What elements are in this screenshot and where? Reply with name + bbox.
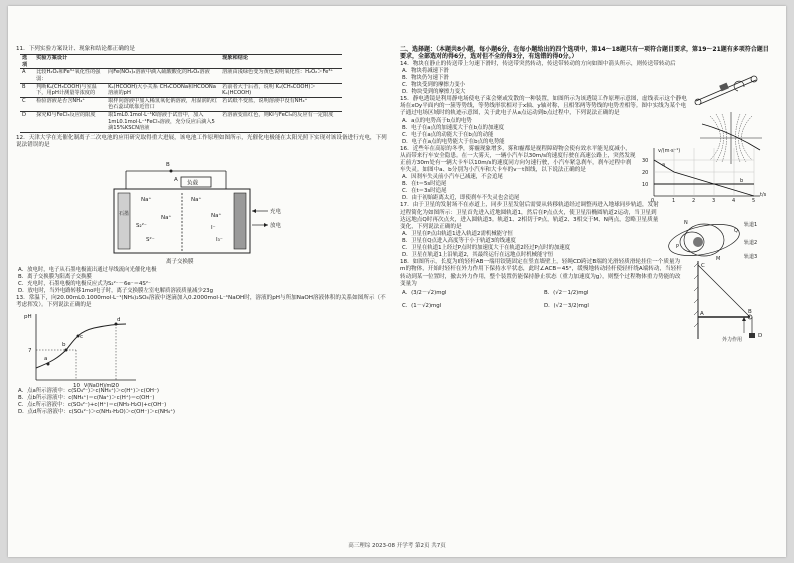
q11-header-result: 现象和结论 xyxy=(220,55,342,69)
cell: 检验溶液是否含NH₄⁺ xyxy=(34,97,106,111)
ph-axis-label: pH xyxy=(24,313,32,320)
table-row xyxy=(20,69,342,83)
v-axis-label: v/(m·s⁻¹) xyxy=(658,147,681,154)
point-label: a xyxy=(44,355,48,362)
orbit-label: 轨道1 xyxy=(744,222,758,229)
v-tick: 20 xyxy=(642,169,649,176)
q13-option-b: B．点b所示溶液中：c(NH₄⁺)＝c(Na⁺)＞c(H⁺)＝c(OH⁻) xyxy=(18,394,155,401)
q17-option-a: A．卫星在P点由轨道1进入轨道2需机械能守恒 xyxy=(402,231,513,238)
ion-label: S₂²⁻ xyxy=(136,223,147,230)
t-axis-label: t/s xyxy=(760,191,767,198)
orbit-label: M xyxy=(716,256,721,263)
q16-option-a: A．因刹车失灵前小汽车已减速，不会追尾 xyxy=(402,174,503,181)
orbit-label: 轨道3 xyxy=(744,254,758,261)
charge-label: 充电 xyxy=(270,209,282,216)
q13-stem: 13．常温下，向20.00mL0.1000mol·L⁻¹(NH₄)₂SO₄溶液中逐滴加入0.2000mol·L⁻¹NaOH时，溶液的pH与所加NaOH溶液体积的关系如图所示（不考虑挥发）。下列说法正确的是 xyxy=(16,295,386,309)
left-column xyxy=(16,46,388,416)
q18-option-c: C．(1－√2)mgl xyxy=(402,303,442,310)
q15-option-b: B．电子在a点的加速度大于在b点的加速度 xyxy=(402,124,505,131)
point-b-label: B xyxy=(748,309,752,316)
q17-option-b: B．卫星在Q点进入高度等于小于轨道3的线速度 xyxy=(402,238,516,245)
q12-option-a: A．放电时，电子从石墨电极流出通过导线流向光催化电极 xyxy=(18,267,157,274)
q11-header-design: 实验方案设计 xyxy=(34,55,220,69)
point-label: d xyxy=(117,316,121,323)
q13-option-a: A．点a所示溶液中：c(SO₄²⁻)＞c(NH₄⁺)＞c(H⁺)＞c(OH⁻) xyxy=(18,387,159,394)
q12-stem: 12．天津大学在光催化制离子二次电池的应用研究取得重大进展，该电池工作原理如图所示，光催化电极能在太阳光照下实现对该设备进行充电，下列说法错误的是 xyxy=(16,134,387,148)
q14-option-b: B．物块仍匀速下滑 xyxy=(402,75,449,82)
table-row xyxy=(20,111,342,132)
q14-option-c: C．物块受到的摩擦力变小 xyxy=(402,82,466,89)
q14-option-a: A．物块将减速下滑 xyxy=(402,68,449,75)
cell: B xyxy=(20,83,34,97)
t-tick: 5 xyxy=(752,197,756,202)
table-row xyxy=(20,97,342,111)
q13-option-c: C．点c所示溶液中：c(SO₄²⁻)+c(H⁺)＝c(NH₃·H₂O)+c(OH⁻) xyxy=(18,401,167,408)
cell: C xyxy=(20,97,34,111)
orbit-label: Q xyxy=(734,228,738,235)
point-d-label: D xyxy=(758,333,763,340)
t-tick: 2 xyxy=(692,197,696,202)
membrane-label: 离子交换膜 xyxy=(166,259,194,266)
q11-stem: 11．下列实验方案设计、现象和结论都正确的是 xyxy=(16,46,135,52)
cell: 取1mL0.1mol·L⁻¹KI溶液于试管中，加入1mL0.1mol·L⁻¹FeCl₃溶液，充分反应后滴入5滴15%KSCN溶液 xyxy=(106,111,220,132)
discharge-label: 放电 xyxy=(270,223,282,230)
load-label: 负载 xyxy=(187,180,199,187)
q15-option-d: D．电子在a点的电势能大于在b点的电势能 xyxy=(402,138,505,145)
cell: Kₐ(HCOOH)大小关系 CH₃COONa和HCOONa溶液的pH xyxy=(106,83,220,97)
right-column xyxy=(400,46,772,344)
q15-option-a: A．a点的电势高于b点的电势 xyxy=(402,117,472,124)
ph-chart xyxy=(16,310,388,388)
graphite-label: 石墨 xyxy=(119,211,130,218)
q12-option-c: C．充电时，石墨电极的电极反应式为S₂²⁻－6e⁻＝4S²⁻ xyxy=(18,281,151,288)
switch-a-label: A xyxy=(174,177,178,184)
t-tick: 1 xyxy=(672,197,676,202)
series-label: b xyxy=(740,177,744,184)
switch-b-label: B xyxy=(166,162,170,169)
q13-option-d: D．点d所示溶液中：c(SO₄²⁻)＞c(NH₃·H₂O)＞c(OH⁻)＞c(NH₄⁺) xyxy=(18,408,176,415)
orbit-label: 轨道2 xyxy=(744,240,758,247)
q16-option-b: B．在t＝5s时追尾 xyxy=(402,181,447,188)
rod-diagram xyxy=(688,257,774,343)
ion-label: Na⁺ xyxy=(161,215,172,222)
q14-stem: 14．物块在静止的传送带上匀速下滑时，传送带突然转动，传送带转动的方向如图中箭头所示，则传送带转动后 xyxy=(400,60,676,67)
q15-option-c: C．电子在a点的动能大于在b点的动能 xyxy=(402,131,494,138)
tick-20: 20 xyxy=(112,382,119,388)
cell: 若溶液变血红色，则KI与FeCl₃的反应有一定限度 xyxy=(220,111,342,132)
q15-stem: 15．静电透镜是利用静电场使电子束会聚或发散的一种装置，如图所示为该透镜工作原理示意图，虚线表示这个静电场在xOy平面内的一簇等势线，等势线形状相对于x轴、y轴对称，且相邻两等势线的电势差相等。图中实线为某个电子通过电场区域时的轨迹示意图，关于此电子从a点运动到b点过程中，下列说法正确的是 xyxy=(400,96,687,117)
orbit-label: N xyxy=(684,220,688,227)
tick-10: 10 xyxy=(73,382,80,388)
battery-diagram xyxy=(16,149,388,267)
cell: 溶液由浅绿色变为黄色说明氧化性：H₂O₂＞Fe³⁺ xyxy=(220,69,342,83)
table-row xyxy=(20,83,342,97)
v-axis-label: V(NaOH)/mL xyxy=(84,383,114,388)
q11-header-option: 选项 xyxy=(20,55,34,69)
q18-option-a: A．(3/2－√2)mgl xyxy=(402,290,447,297)
q11-table xyxy=(20,54,342,133)
series-label: a xyxy=(662,161,666,168)
ion-label: Na⁺ xyxy=(141,197,152,204)
ion-label: I₃⁻ xyxy=(216,237,223,244)
q17-option-c: C．卫星在轨道1上经过P点时的加速度大于在轨道2经过P点时的加速度 xyxy=(402,245,571,252)
force-label: 外力作用 xyxy=(722,337,743,344)
point-a-label: A xyxy=(700,311,704,318)
cell: 判断Kₐ(CH₃COOH)与室温下，用pH计测量等浓度的 xyxy=(34,83,106,97)
point-label: b xyxy=(62,341,66,348)
v-tick: 10 xyxy=(642,181,649,188)
ion-label: Na⁺ xyxy=(191,197,202,204)
q16-option-c: C．在t＝3s时追尾 xyxy=(402,188,447,195)
q16-option-d: D．由于初始距离太近，即使刹车不失灵也会追尾 xyxy=(402,195,520,202)
cell: 若试纸不变蓝，说明溶液中没有NH₄⁺ xyxy=(220,97,342,111)
cell: 比较H₂O₂和Fe³⁺氧化性的强弱： xyxy=(34,69,106,83)
cell: 取样向溶液中加入稀氢氧化钠溶液，用湿润的红色石蕊试纸靠近管口 xyxy=(106,97,220,111)
t-tick: 4 xyxy=(732,197,736,202)
ph-tick-7: 7 xyxy=(28,347,32,354)
q17-stem: 17．由于卫星的发射场不在赤道上，同步卫星发射后需要从转移轨道经过调整再进入地球同步轨道，发射过程简化为如图所示：卫星首先进入近地圆轨道1，然后在P点点火，使卫星沿椭圆轨道2运动，当卫星到达远地点Q时再次点火，进入圆轨道3。轨道1、2相切于P点，轨道2、3相交于M、N两点，忽略卫星质量变化，下列说法正确的是 xyxy=(400,202,659,231)
t-tick: 3 xyxy=(712,197,716,202)
ion-label: S²⁻ xyxy=(146,237,155,244)
cell: 向Fe(NO₃)₂溶液中滴入硫酸酸化的H₂O₂溶液 xyxy=(106,69,220,83)
section-heading: 二、选择题：（本题共8小题，每小题6分，在每小题给出的四个选项中，第14～18题只有一项符合题目要求，第19～21题有多项符合题目要求，全部选对的得6分，选对但不全的得3分，有选错的得0分。） xyxy=(400,46,769,61)
q12-option-d: D．放电时，当外电路转移1mol电子时，离子交换膜左室电解质溶液质量减少23g xyxy=(18,288,214,295)
point-label: c xyxy=(80,333,84,340)
cell: A xyxy=(20,69,34,83)
v-tick: 30 xyxy=(642,157,649,164)
q12-option-b: B．离子交换膜为阳离子交换膜 xyxy=(18,274,92,281)
vt-chart xyxy=(640,146,770,202)
q18-option-b: B．(√2－1/2)mgl xyxy=(544,290,589,297)
q16-stem: 16．近些年在高原的冬季，雾霾现象增多，雾和霾都是视程障碍物会使有效水平能见度减小，从而带来行车安全隐患。在一大雾天，一辆小汽车以30m/s的速度行驶在高速公路上，突然发现正前方30m处有一辆大卡车以10m/s的速度同方向匀速行驶，小汽车紧急刹车，刹车过程中刹车失灵。如图中a、b分别为小汽车和大卡车的v－t图线，以下说法正确的是 xyxy=(400,145,636,174)
q18-option-d: D．(√2－3/2)mgl xyxy=(544,303,589,310)
page-footer: 高三理综 2023-08 开学考 第2页 共7页 xyxy=(348,543,446,549)
ion-label: I⁻ xyxy=(211,225,216,232)
exam-page xyxy=(8,6,786,557)
point-c-label: C xyxy=(701,263,705,270)
q14-option-d: D．物块受到的摩擦力变大 xyxy=(402,89,466,96)
q18-stem: 18．如图所示，长度为l的轻杆AB一端用铰链固定在竖直墙壁上，轻绳CD跨过B端的光滑轻质滑轮挂住一个质量为m的物体，开始时轻杆在外力作用下保持水平状态，此时∠ACB＝45°，缓慢地转动轻杆使轻杆绕A端转动，当轻杆转动到某一位置时，撤去外力作用，整个装置仍能保持静止状态（重力加速度为g），则整个过程物体重力势能的改变量为 xyxy=(400,259,682,287)
cell: D xyxy=(20,111,34,132)
t-tick: 0 xyxy=(651,197,655,202)
q17-option-d: D．卫星在轨道1上沿轨道2，其最终运行在远地点时机械能守恒 xyxy=(402,252,554,259)
orbit-label: P xyxy=(676,244,680,251)
ion-label: Na⁺ xyxy=(211,213,222,220)
cell: 若前者大于后者，说明 Kₐ(CH₃COOH)＞Kₐ(HCOOH) xyxy=(220,83,342,97)
cell: 探究KI与FeCl₃反应的限度 xyxy=(34,111,106,132)
